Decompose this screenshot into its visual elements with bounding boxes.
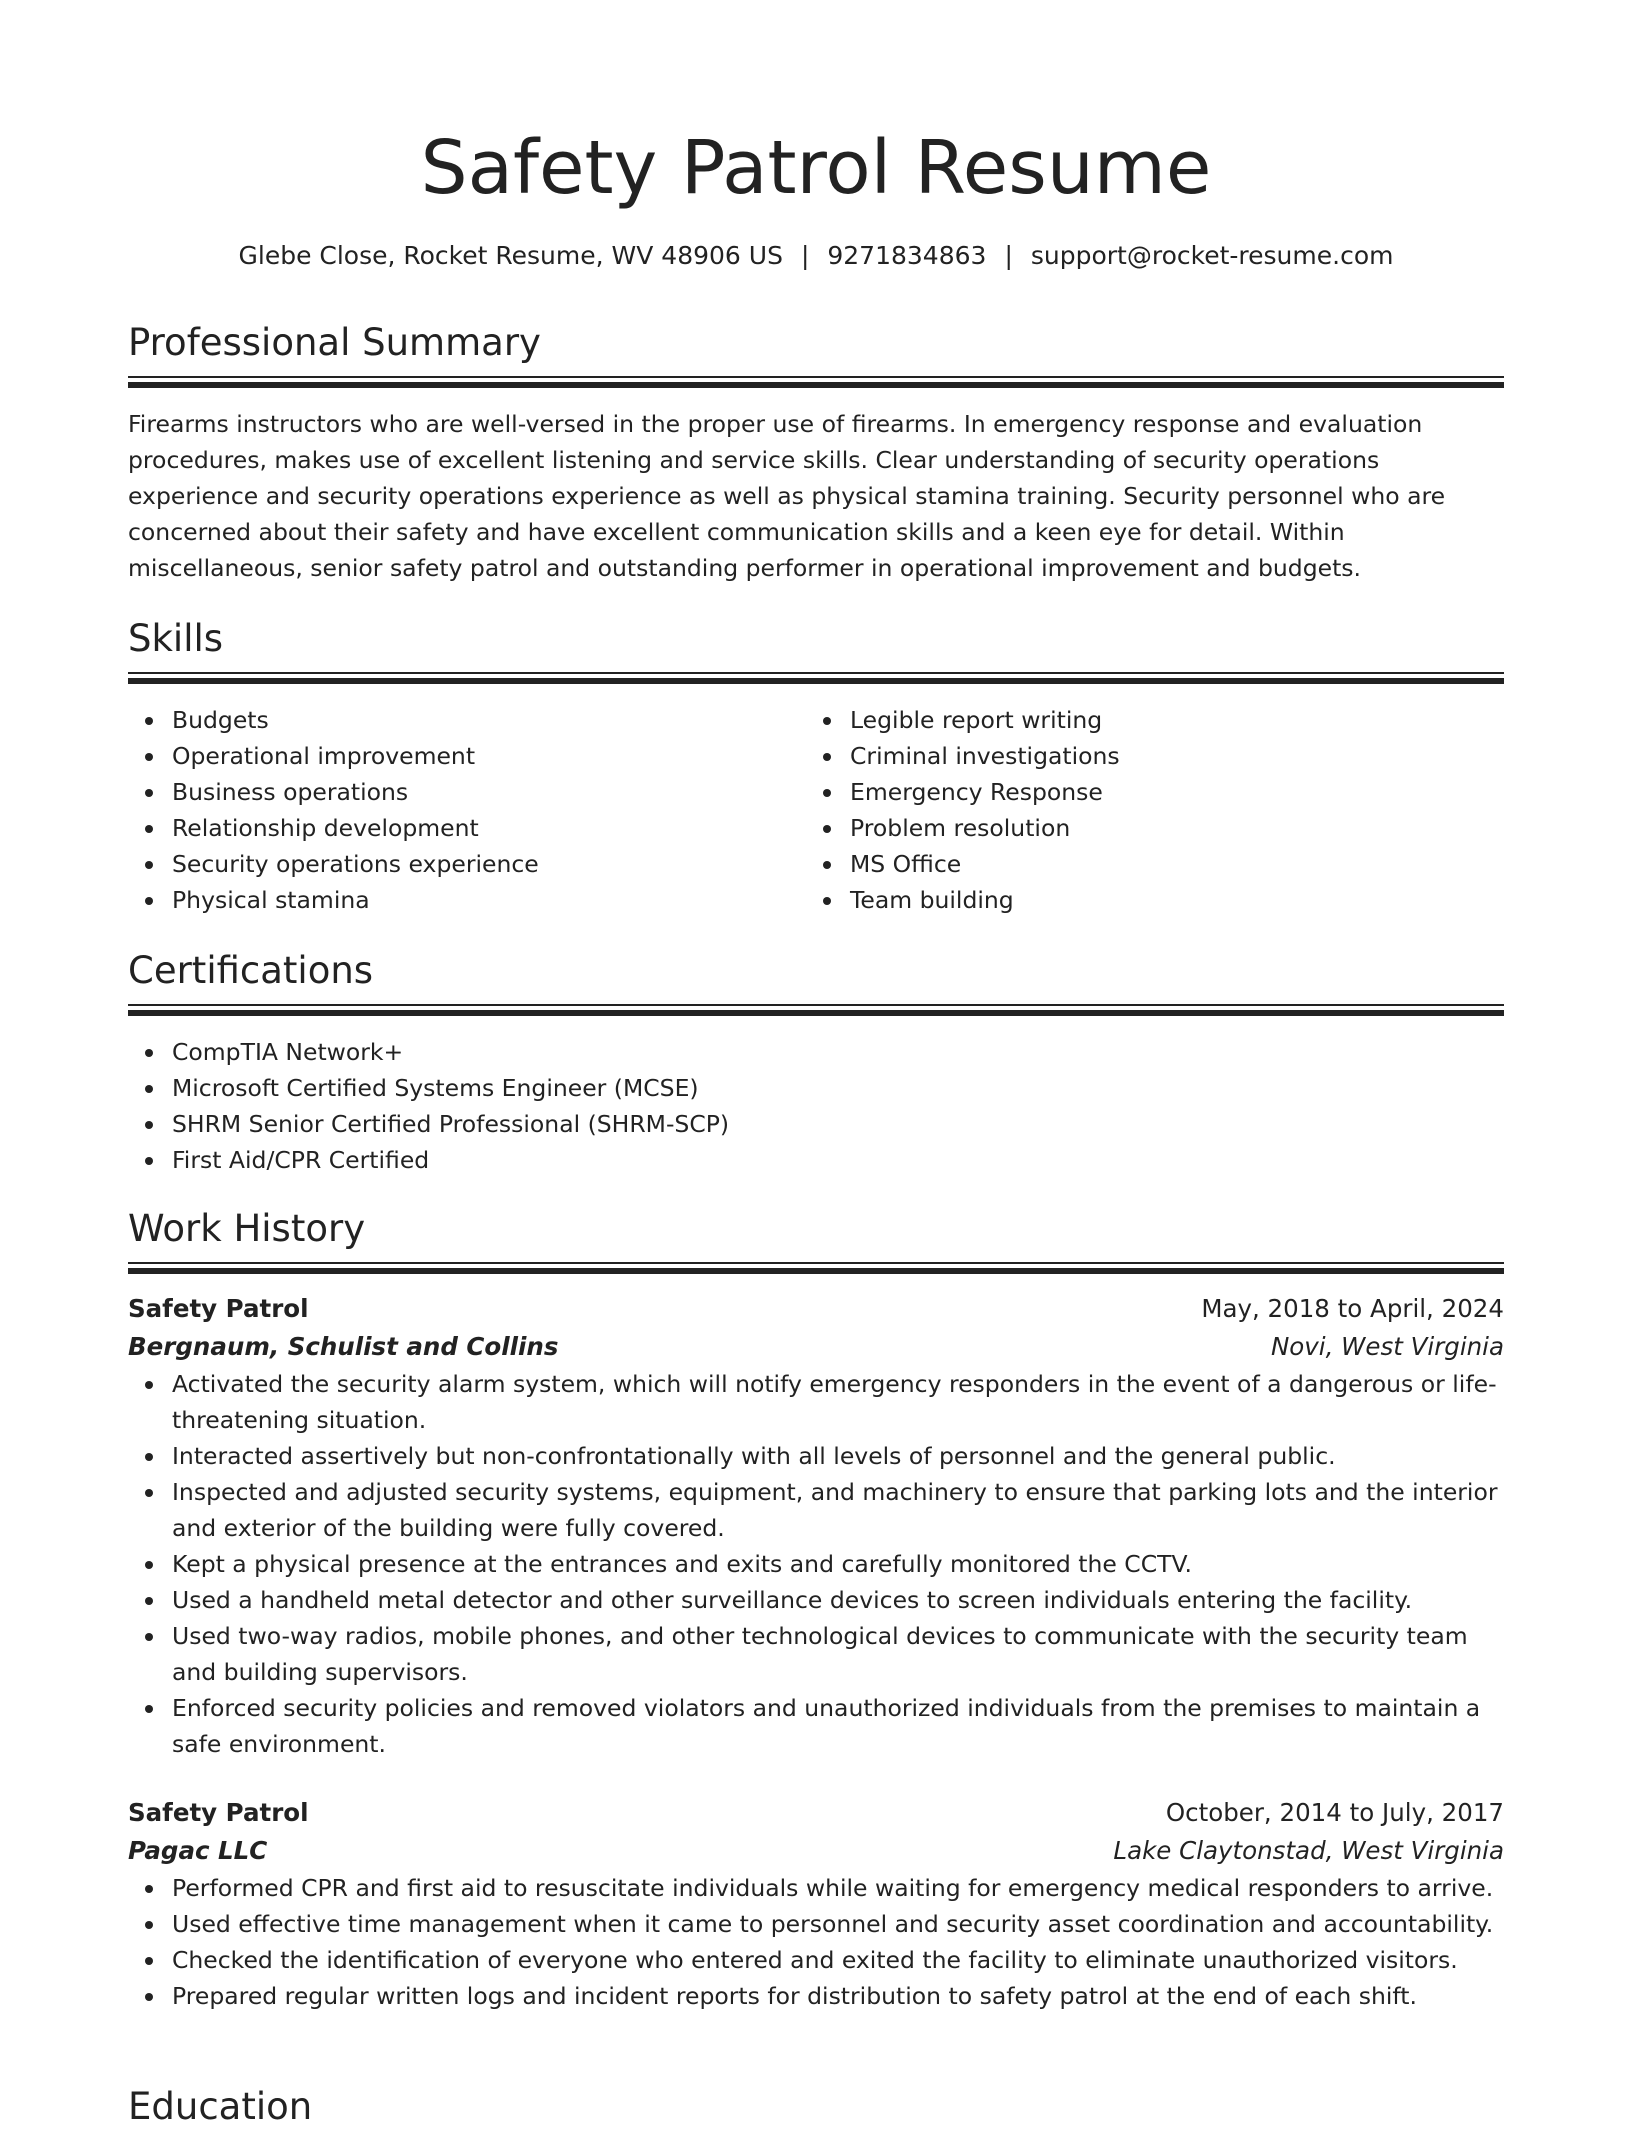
contact-phone: 9271834863 [827,241,987,270]
contact-email: support@rocket-resume.com [1030,241,1394,270]
job-duty-item: Prepared regular written logs and incident reports for distribution to safety patrol at the end of each shift. [172,1978,1504,2014]
skills-column-right [806,702,1484,918]
job-header [128,1794,1504,1832]
certifications-section [128,946,1504,1178]
certification-item: CompTIA Network+ [172,1034,1504,1070]
certification-item: Microsoft Certified Systems Engineer (MCSE) [172,1070,1504,1106]
skills-column-left [128,702,806,918]
section-title-summary: Professional Summary [128,321,541,364]
skill-item: MS Office [850,846,1484,882]
job-subheader [128,1328,1504,1366]
job-entry [128,1794,1504,2014]
job-duties-list [128,1870,1504,2014]
job-subheader [128,1832,1504,1870]
job-duty-item: Interacted assertively but non-confrontationally with all levels of personnel and the general public. [172,1438,1504,1474]
skill-item: Operational improvement [172,738,806,774]
contact-address: Glebe Close, Rocket Resume, WV 48906 US [238,241,783,270]
section-title-certifications: Certifications [128,949,374,992]
job-location: Novi, West Virginia [1270,1332,1504,1361]
contact-separator: | [1004,241,1013,270]
job-duty-item: Kept a physical presence at the entrances and exits and carefully monitored the CCTV. [172,1546,1504,1582]
job-company: Pagac LLC [128,1836,268,1865]
job-location: Lake Claytonstad, West Virginia [1113,1836,1504,1865]
job-duty-item: Used a handheld metal detector and other surveillance devices to screen individuals entering the facility. [172,1582,1504,1618]
job-duty-item: Used two-way radios, mobile phones, and other technological devices to communicate with the security team and building supervisors. [172,1618,1504,1690]
skill-item: Problem resolution [850,810,1484,846]
section-title-work-history: Work History [128,1207,366,1250]
skill-item: Business operations [172,774,806,810]
contact-separator: | [800,241,810,270]
work-history-section [128,1204,1504,2014]
section-divider [128,376,1504,390]
education-section [128,2082,1504,2132]
skill-item: Physical stamina [172,882,806,918]
skill-item: Security operations experience [172,846,806,882]
section-divider [128,1004,1504,1018]
skill-item: Emergency Response [850,774,1484,810]
job-dates: October, 2014 to July, 2017 [1165,1798,1504,1827]
summary-section [128,318,1504,586]
certification-item: SHRM Senior Certified Professional (SHRM-SCP) [172,1106,1504,1142]
skill-item: Budgets [172,702,806,738]
section-divider [128,672,1504,686]
skill-item: Relationship development [172,810,806,846]
contact-line [128,238,1504,274]
job-title: Safety Patrol [128,1294,309,1323]
summary-text: Firearms instructors who are well-versed in the proper use of firearms. In emergency response and evaluation procedures, makes use of excellent listening and service skills. Clear understanding of security operations experience and security operations experience as well as physical stamina training. Security personnel who are concerned about their safety and have excellent communication skills and a keen eye for detail. Within miscellaneous, senior safety patrol and outstanding performer in operational improvement and budgets. [128,410,1446,582]
resume-title: Safety Patrol Resume [420,125,1212,211]
skill-item: Criminal investigations [850,738,1484,774]
section-divider [128,1262,1504,1276]
job-title: Safety Patrol [128,1798,309,1827]
section-title-skills: Skills [128,617,224,660]
job-duty-item: Inspected and adjusted security systems, equipment, and machinery to ensure that parking lots and the interior and exterior of the building were fully covered. [172,1474,1504,1546]
job-duties-list [128,1366,1504,1762]
job-duty-item: Enforced security policies and removed violators and unauthorized individuals from the premises to maintain a safe environment. [172,1690,1504,1762]
job-header [128,1290,1504,1328]
skills-section [128,614,1504,918]
job-duty-item: Used effective time management when it came to personnel and security asset coordination and accountability. [172,1906,1504,1942]
skills-columns [128,702,1504,918]
job-company: Bergnaum, Schulist and Collins [128,1332,559,1361]
job-duty-item: Checked the identification of everyone who entered and exited the facility to eliminate unauthorized visitors. [172,1942,1504,1978]
certification-item: First Aid/CPR Certified [172,1142,1504,1178]
job-entry [128,1290,1504,1762]
job-duty-item: Performed CPR and first aid to resuscitate individuals while waiting for emergency medical responders to arrive. [172,1870,1504,1906]
section-title-education: Education [128,2085,313,2128]
job-dates: May, 2018 to April, 2024 [1201,1294,1504,1323]
skill-item: Team building [850,882,1484,918]
job-duty-item: Activated the security alarm system, which will notify emergency responders in the event of a dangerous or life-threatening situation. [172,1366,1504,1438]
skill-item: Legible report writing [850,702,1484,738]
certifications-list [128,1034,1504,1178]
